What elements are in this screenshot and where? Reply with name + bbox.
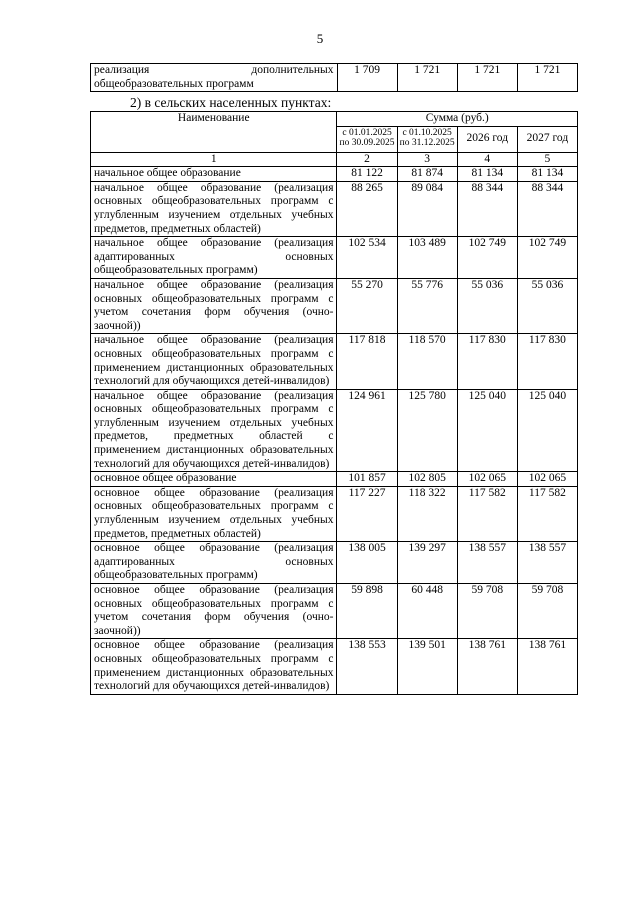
value-cell: 118 570 xyxy=(397,334,457,389)
value-cell: 125 780 xyxy=(397,389,457,472)
column-numbers-row xyxy=(91,152,578,167)
column-number: 2 xyxy=(337,152,397,167)
column-number: 1 xyxy=(91,152,337,167)
value-cell: 102 065 xyxy=(457,472,517,487)
column-number: 3 xyxy=(397,152,457,167)
row-name-cell: начальное общее образование (реализация основных общеобразовательных программ с углубленным изучением отдельных учебных предметов, предметных областей с применением дистанционных образовательных технологий для обучающихся детей-инвалидов) xyxy=(91,389,337,472)
table-row xyxy=(91,542,578,584)
value-cell: 124 961 xyxy=(337,389,397,472)
header-year-2027: 2027 год xyxy=(517,126,577,152)
table-row xyxy=(91,278,578,333)
value-cell: 1 721 xyxy=(517,64,577,92)
row-name-cell: основное общее образование (реализация основных общеобразовательных программ с применением дистанционных образовательных технологий для обучающихся детей-инвалидов) xyxy=(91,639,337,694)
value-cell: 59 708 xyxy=(517,584,577,639)
value-cell: 117 582 xyxy=(517,486,577,541)
value-cell: 81 122 xyxy=(337,167,397,182)
value-cell: 138 761 xyxy=(457,639,517,694)
row-name-cell: начальное общее образование (реализация основных общеобразовательных программ с учетом сочетания форм обучения (очно-заочной)) xyxy=(91,278,337,333)
value-cell: 102 065 xyxy=(517,472,577,487)
value-cell: 60 448 xyxy=(397,584,457,639)
value-cell: 81 134 xyxy=(457,167,517,182)
value-cell: 138 553 xyxy=(337,639,397,694)
column-number: 4 xyxy=(457,152,517,167)
value-cell: 139 501 xyxy=(397,639,457,694)
row-name-cell: основное общее образование (реализация адаптированных основных общеобразовательных программ) xyxy=(91,542,337,584)
value-cell: 118 322 xyxy=(397,486,457,541)
header-year-2026: 2026 год xyxy=(457,126,517,152)
table-row xyxy=(91,584,578,639)
main-table xyxy=(90,111,578,695)
row-name-cell: основное общее образование (реализация основных общеобразовательных программ с углубленным изучением отдельных учебных предметов, предметных областей) xyxy=(91,486,337,541)
value-cell: 117 830 xyxy=(517,334,577,389)
value-cell: 138 761 xyxy=(517,639,577,694)
value-cell: 139 297 xyxy=(397,542,457,584)
table-row xyxy=(91,389,578,472)
column-number: 5 xyxy=(517,152,577,167)
header-sum: Сумма (руб.) xyxy=(337,112,578,127)
value-cell: 103 489 xyxy=(397,237,457,279)
value-cell: 102 749 xyxy=(517,237,577,279)
value-cell: 55 776 xyxy=(397,278,457,333)
value-cell: 88 344 xyxy=(457,181,517,236)
value-cell: 138 005 xyxy=(337,542,397,584)
value-cell: 1 721 xyxy=(457,64,517,92)
value-cell: 117 818 xyxy=(337,334,397,389)
row-name-cell: реализация дополнительных общеобразовательных программ xyxy=(91,64,338,92)
row-name-cell: начальное общее образование (реализация основных общеобразовательных программ с применением дистанционных образовательных технологий для обучающихся детей-инвалидов) xyxy=(91,334,337,389)
table-row xyxy=(91,486,578,541)
header-period-1: с 01.01.2025 по 30.09.2025 xyxy=(337,126,397,152)
table-row xyxy=(91,237,578,279)
value-cell: 117 227 xyxy=(337,486,397,541)
value-cell: 102 805 xyxy=(397,472,457,487)
row-name-cell: начальное общее образование (реализация основных общеобразовательных программ с углубленным изучением отдельных учебных предметов, предметных областей) xyxy=(91,181,337,236)
table-row xyxy=(91,639,578,694)
value-cell: 101 857 xyxy=(337,472,397,487)
row-name-cell: основное общее образование (реализация основных общеобразовательных программ с учетом сочетания форм обучения (очно-заочной)) xyxy=(91,584,337,639)
value-cell: 1 709 xyxy=(337,64,397,92)
value-cell: 138 557 xyxy=(457,542,517,584)
row-name-cell: начальное общее образование (реализация адаптированных основных общеобразовательных программ) xyxy=(91,237,337,279)
value-cell: 55 270 xyxy=(337,278,397,333)
value-cell: 89 084 xyxy=(397,181,457,236)
table-row xyxy=(91,181,578,236)
top-table xyxy=(90,63,578,92)
value-cell: 117 582 xyxy=(457,486,517,541)
value-cell: 125 040 xyxy=(457,389,517,472)
value-cell: 102 749 xyxy=(457,237,517,279)
row-name-cell: начальное общее образование xyxy=(91,167,337,182)
value-cell: 81 134 xyxy=(517,167,577,182)
value-cell: 117 830 xyxy=(457,334,517,389)
value-cell: 125 040 xyxy=(517,389,577,472)
header-row xyxy=(91,112,578,127)
value-cell: 55 036 xyxy=(457,278,517,333)
header-period-2: с 01.10.2025 по 31.12.2025 xyxy=(397,126,457,152)
table-row xyxy=(91,334,578,389)
value-cell: 138 557 xyxy=(517,542,577,584)
value-cell: 59 708 xyxy=(457,584,517,639)
value-cell: 59 898 xyxy=(337,584,397,639)
value-cell: 55 036 xyxy=(517,278,577,333)
table-row xyxy=(91,64,578,92)
value-cell: 102 534 xyxy=(337,237,397,279)
value-cell: 88 344 xyxy=(517,181,577,236)
table-row xyxy=(91,472,578,487)
page-number: 5 xyxy=(316,31,324,46)
header-name: Наименование xyxy=(91,112,337,153)
row-name-cell: основное общее образование xyxy=(91,472,337,487)
value-cell: 88 265 xyxy=(337,181,397,236)
table-row xyxy=(91,167,578,182)
value-cell: 81 874 xyxy=(397,167,457,182)
subsection-title: 2) в сельских населенных пунктах: xyxy=(130,95,332,110)
value-cell: 1 721 xyxy=(397,64,457,92)
